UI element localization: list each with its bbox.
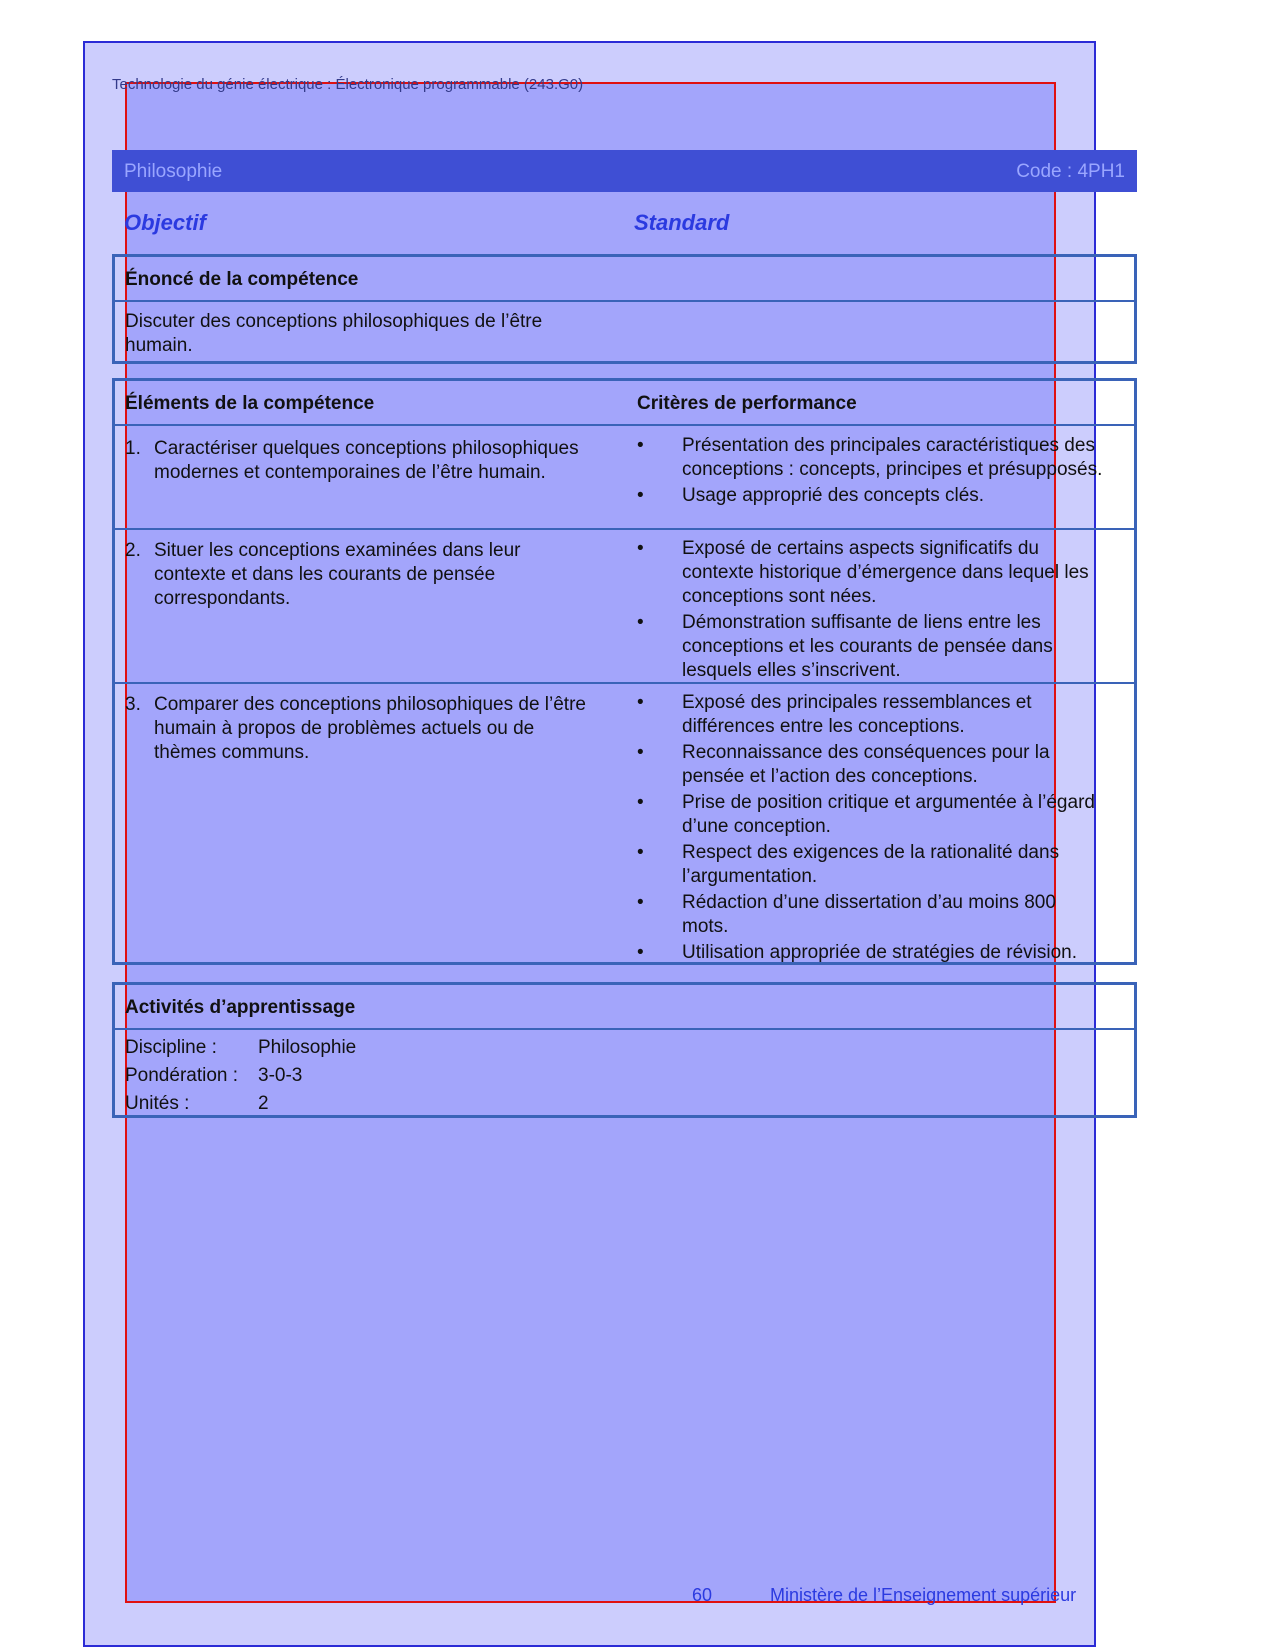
info-value: 3-0-3 [258, 1065, 303, 1086]
course-name: Philosophie [124, 161, 223, 182]
competency-statement-text: Discuter des conceptions philosophiques de l’être humain. [125, 311, 543, 356]
criterion: • Démonstration suffisante de liens entre les conceptions et les courants de pensée dans lesquels elles s’inscrivent. [637, 611, 1107, 683]
standard-heading: Standard [634, 210, 730, 235]
info-value: Philosophie [258, 1037, 357, 1058]
discipline-row [125, 1034, 1124, 1062]
criterion: • Reconnaissance des conséquences pour la pensée et l’action des conceptions. [637, 741, 1107, 789]
table-row [115, 426, 1134, 530]
element-2 [125, 539, 595, 611]
criteria-list [637, 691, 1107, 967]
element-number: 3. [125, 694, 141, 715]
footer-ministry: Ministère de l’Enseignement supérieur [770, 1585, 1077, 1605]
criterion: • Usage approprié des concepts clés. [637, 484, 1107, 508]
criterion: • Présentation des principales caractéristiques des conceptions : concepts, principes et présupposés. [637, 434, 1107, 482]
running-header: Technologie du génie électrique : Électronique programmable (243.G0) [112, 76, 584, 93]
criterion: • Prise de position critique et argumentée à l’égard d’une conception. [637, 791, 1107, 839]
element-text: Situer les conceptions examinées dans leur contexte et dans les courants de pensée correspondants. [154, 540, 521, 609]
table-row [115, 530, 1134, 684]
info-label: Unités : [125, 1093, 190, 1114]
learning-activities-details [115, 1030, 1134, 1126]
course-title-bar [112, 150, 1137, 192]
criterion: • Exposé des principales ressemblances et différences entre les conceptions. [637, 691, 1107, 739]
units-row [125, 1090, 1124, 1118]
elements-heading: Éléments de la compétence [125, 393, 375, 414]
criterion: • Respect des exigences de la rationalité dans l’argumentation. [637, 841, 1107, 889]
criterion: • Exposé de certains aspects significatifs du contexte historique d’émergence dans lequel les conceptions sont nées. [637, 537, 1107, 609]
element-text: Comparer des conceptions philosophiques de l’être humain à propos de problèmes actuels ou de thèmes communs. [154, 694, 586, 763]
element-number: 2. [125, 540, 141, 561]
criterion: • Rédaction d’une dissertation d’au moins 800 mots. [637, 891, 1107, 939]
course-code: Code : 4PH1 [1016, 161, 1125, 182]
elements-criteria-table [112, 378, 1137, 965]
info-label: Pondération : [125, 1065, 239, 1086]
element-1 [125, 437, 595, 485]
table-row [115, 684, 1134, 964]
criteria-heading: Critères de performance [637, 393, 857, 414]
info-label: Discipline : [125, 1037, 217, 1058]
page-number: 60 [692, 1585, 713, 1605]
element-3 [125, 693, 595, 765]
competency-statement-box [112, 254, 1137, 364]
element-text: Caractériser quelques conceptions philosophiques modernes et contemporaines de l’être humain. [154, 438, 579, 483]
criteria-list [637, 537, 1107, 685]
elements-table-header [115, 381, 1134, 426]
learning-activities-heading: Activités d’apprentissage [115, 985, 1134, 1030]
learning-activities-box [112, 982, 1137, 1118]
weighting-row [125, 1062, 1124, 1090]
criterion: • Utilisation appropriée de stratégies de révision. [637, 941, 1107, 965]
objective-heading: Objectif [124, 210, 206, 235]
info-value: 2 [258, 1093, 269, 1114]
element-number: 1. [125, 438, 141, 459]
competency-statement-heading: Énoncé de la compétence [115, 257, 1134, 302]
criteria-list [637, 434, 1107, 510]
